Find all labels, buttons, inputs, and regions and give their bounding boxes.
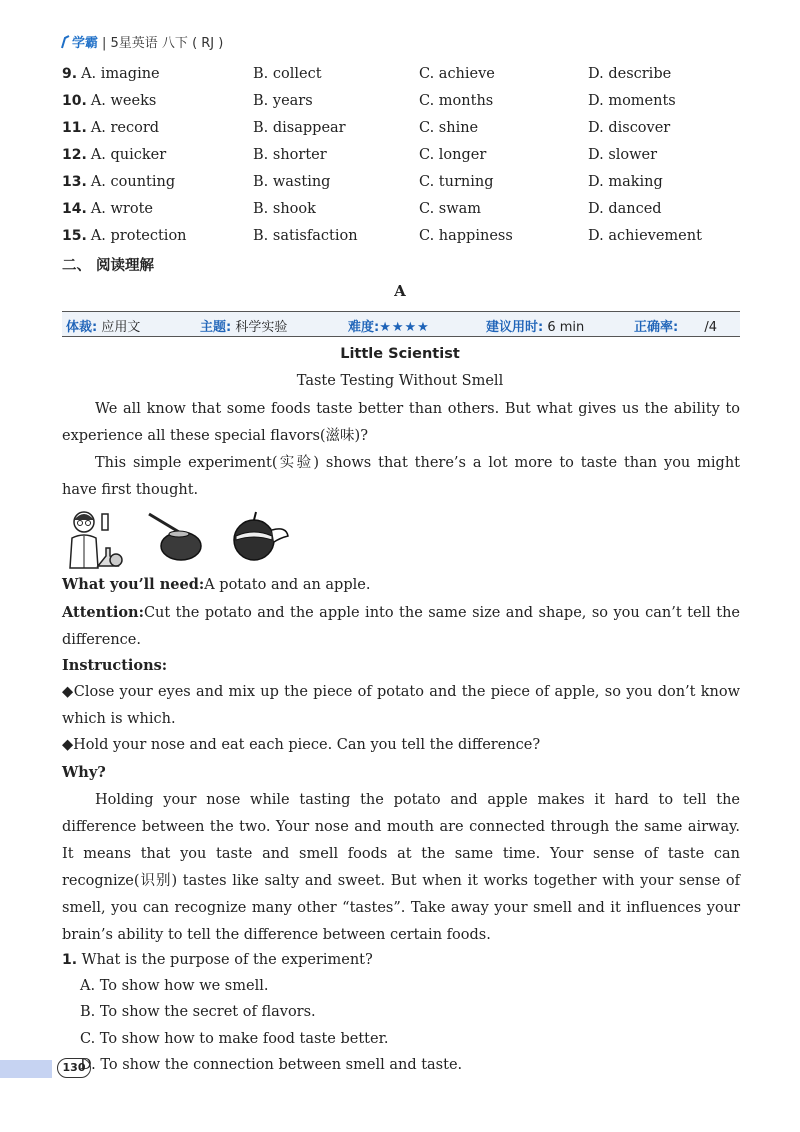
cloze-row [62,147,742,169]
cloze-number: 15. [62,228,87,244]
cloze-number: 9. [62,66,78,82]
choice-c: C. To show how to make food taste better. [80,1031,389,1047]
cloze-option-c: C. happiness [419,228,513,244]
cloze-number: 13. [62,174,87,190]
passage-info-bar [62,311,740,337]
cloze-option-b: B. collect [253,66,322,82]
potato-knife-illustration [145,508,205,564]
cloze-option-d: D. slower [588,147,658,163]
cloze-row [62,93,742,115]
brand-logo-icon [60,35,70,49]
cloze-row [62,120,742,142]
difficulty-label: 难度: [348,320,380,335]
cloze-option-b: B. years [253,93,313,109]
cloze-row [62,228,742,250]
cloze-option-c: C. achieve [419,66,495,82]
time-value: 6 min [547,320,585,335]
cloze-option-b: B. shorter [253,147,327,163]
cloze-option-text: A. weeks [90,93,157,109]
cloze-option-c: C. swam [419,201,482,217]
cloze-option-a [62,174,175,190]
cloze-option-d: D. danced [588,201,662,217]
accuracy-value: /4 [704,320,717,335]
instructions-label: Instructions: [62,657,168,674]
cloze-number: 10. [62,93,87,109]
cloze-option-d: D. discover [588,120,671,136]
choice-b: B. To show the secret of flavors. [80,1004,316,1020]
cloze-row [62,201,742,223]
apple-knife-illustration [228,508,292,564]
footer-color-bar [0,1060,52,1078]
brand-name: 学霸 [72,36,99,51]
passage-letter: A [394,282,406,300]
cloze-option-b: B. disappear [253,120,346,136]
cloze-row [62,66,742,88]
section-title: 二、 阅读理解 [62,258,155,274]
cloze-option-c: C. shine [419,120,479,136]
difficulty-stars: ★★★★ [379,320,430,335]
attention-text: Cut the potato and the apple into the same size and shape, so you can’t tell the difference. [62,605,740,648]
accuracy-label: 正确率: [634,320,679,335]
topic-value: 科学实验 [235,320,288,335]
cloze-option-a [62,66,160,82]
cloze-option-text: A. wrote [90,201,153,217]
cloze-option-b: B. shook [253,201,316,217]
cloze-option-a [62,228,187,244]
cloze-option-a [62,201,153,217]
cloze-option-b: B. satisfaction [253,228,358,244]
instruction-2: ◆Hold your nose and eat each piece. Can you tell the difference? [62,737,541,753]
page-number: 130 [57,1058,91,1078]
cloze-option-text: A. imagine [81,66,160,82]
cloze-option-text: A. counting [90,174,176,190]
paragraph-1: We all know that some foods taste better than others. But what gives us the ability to experience all these special flavors(滋味)? [62,401,740,444]
cloze-option-d: D. achievement [588,228,702,244]
cloze-option-a [62,120,159,136]
cloze-option-a [62,93,156,109]
cloze-option-b: B. wasting [253,174,331,190]
cloze-option-c: C. longer [419,147,487,163]
cloze-option-a [62,147,166,163]
attention-paragraph [62,599,740,654]
instruction-1: ◆Close your eyes and mix up the piece of potato and the piece of apple, so you don’t know which is which. [62,684,740,727]
cloze-number: 14. [62,201,87,217]
why-paragraph: Holding your nose while tasting the potato and apple makes it hard to tell the difference between the two. Your nose and mouth are connected through the same airway. It means that you taste and smell foods at the same time. Your sense of taste can recognize(识别) tastes like salty and sweet. But when it works together with your sense of smell, you can recognize many other “tastes”. Take away your smell and it influences your brain’s ability to tell the difference between certain foods. [62,792,740,943]
question-1 [62,952,373,968]
passage-subtitle: Taste Testing Without Smell [296,373,504,389]
attention-label: Attention: [62,604,144,621]
need-label: What you’ll need: [62,576,205,593]
time-label: 建议用时: [486,320,544,335]
genre-label: 体裁: [66,320,98,335]
cloze-option-text: A. protection [90,228,187,244]
cloze-row [62,174,742,196]
cloze-option-c: C. turning [419,174,494,190]
book-title: | 5星英语 八下 ( RJ ) [102,36,224,51]
why-label: Why? [62,764,106,781]
scientist-illustration [62,508,124,570]
page-header [60,32,223,51]
question-number: 1. [62,952,78,968]
passage-title: Little Scientist [340,346,460,362]
question-stem: What is the purpose of the experiment? [81,952,373,968]
genre-value: 应用文 [101,320,141,335]
choice-a: A. To show how we smell. [80,978,269,994]
cloze-option-d: D. making [588,174,663,190]
cloze-option-d: D. moments [588,93,676,109]
cloze-number: 11. [62,120,87,136]
cloze-option-text: A. record [90,120,160,136]
cloze-number: 12. [62,147,87,163]
cloze-option-d: D. describe [588,66,672,82]
paragraph-2: This simple experiment(实验) shows that there’s a lot more to taste than you might have first thought. [62,455,740,498]
cloze-option-c: C. months [419,93,494,109]
need-text: A potato and an apple. [204,577,371,593]
choice-d: D. To show the connection between smell and taste. [80,1057,463,1073]
what-you-need-line [62,576,370,593]
cloze-option-text: A. quicker [90,147,167,163]
topic-label: 主题: [200,320,232,335]
